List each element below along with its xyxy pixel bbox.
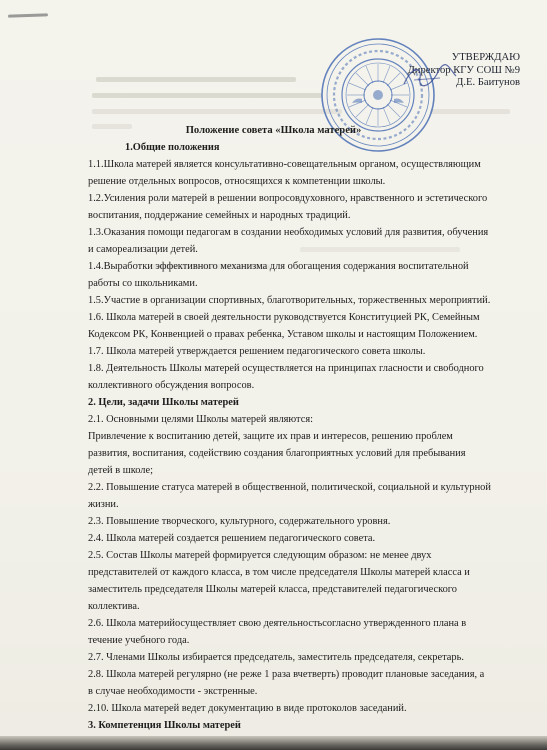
- paragraph-1-5: 1.5.Участие в организации спортивных, благотворительных, торжественных мероприятий.: [88, 295, 491, 306]
- paragraph-1-7: 1.7. Школа матерей утверждается решением педагогического совета школы.: [88, 346, 426, 357]
- paragraph-2-4: 2.4. Школа матерей создается решением педагогического совета.: [88, 533, 376, 544]
- paragraph-2-8-line-2: в случае необходимости - экстренные.: [88, 686, 258, 697]
- scan-scratch-mark: [8, 13, 48, 17]
- paragraph-1-8-line-1: 1.8. Деятельность Школы матерей осуществляется на принципах гласности и свободного: [88, 363, 484, 374]
- paragraph-1-1-line-2: решение отдельных вопросов, относящихся к компетенции школы.: [88, 176, 386, 187]
- paragraph-2-6-line-1: 2.6. Школа материйосуществляет свою деятельностьсогласно утвержденного плана в: [88, 618, 467, 629]
- paragraph-2-8-line-1: 2.8. Школа матерей регулярно (не реже 1 раза вчетверть) проводит плановые заседания, а: [88, 669, 485, 680]
- scan-bottom-edge: [0, 736, 547, 750]
- paragraph-2-2-line-1: 2.2. Повышение статуса матерей в общественной, политической, социальной и культурной: [88, 482, 491, 493]
- paragraph-2-1-line-3: развития, воспитания, содействию создания благоприятных условий для пребывания: [88, 448, 466, 459]
- document-title: Положение совета «Школа матерей»: [185, 125, 362, 136]
- document-body: [88, 139, 528, 734]
- paragraph-2-5-line-4: коллектива.: [88, 601, 140, 612]
- paragraph-1-2-line-1: 1.2.Усиления роли матерей в решении вопросовдуховного, нравственного и эстетического: [88, 193, 488, 204]
- paragraph-2-6-line-2: течение учебного года.: [88, 635, 190, 646]
- approval-heading: УТВЕРЖДАЮ: [451, 52, 520, 63]
- paragraph-2-10: 2.10. Школа матерей ведет документацию в виде протоколов заседаний.: [88, 703, 407, 714]
- paragraph-2-5-line-1: 2.5. Состав Школы матерей формируется следующим образом: не менее двух: [88, 550, 432, 561]
- approval-name: Д.Е. Баитунов: [456, 77, 520, 88]
- paragraph-2-1-line-4: детей в школе;: [88, 465, 153, 476]
- paragraph-2-1-line-2: Привлечение к воспитанию детей, защите их прав и интересов, решению проблем: [88, 431, 453, 442]
- paragraph-2-5-line-3: заместитель председателя Школы матерей класса, представителей педагогического: [88, 584, 457, 595]
- paragraph-1-6-line-1: 1.6. Школа матерей в своей деятельности руководствуется Конституцией РК, Семейным: [88, 312, 480, 323]
- section-3-heading: 3. Компетенция Школы матерей: [88, 720, 241, 731]
- paragraph-1-2-line-2: воспитания, поддержание семейных и народных традиций.: [88, 210, 351, 221]
- paragraph-2-3: 2.3. Повышение творческого, культурного, содержательного уровня.: [88, 516, 391, 527]
- paragraph-1-3-line-2: и самореализации детей.: [88, 244, 198, 255]
- paragraph-1-1-line-1: 1.1.Школа матерей является консультативно-совещательным органом, осуществляющим: [88, 159, 481, 170]
- approval-position: Директор КГУ СОШ №9: [407, 64, 520, 76]
- section-1-heading: 1.Общие положения: [125, 142, 220, 153]
- paragraph-2-1-line-1: 2.1. Основными целями Школы матерей являются:: [88, 414, 313, 425]
- paragraph-1-3-line-1: 1.3.Оказания помощи педагогам в создании необходимых условий для развития, обучения: [88, 227, 489, 238]
- paragraph-1-8-line-2: коллективного обсуждения вопросов.: [88, 380, 255, 391]
- paragraph-2-7: 2.7. Членами Школы избирается председатель, заместитель председателя, секретарь.: [88, 652, 464, 663]
- paragraph-2-5-line-2: представителей от каждого класса, в том числе председателя Школы матерей класса и: [88, 567, 470, 578]
- paragraph-2-2-line-2: жизни.: [88, 499, 119, 510]
- handwritten-signature-icon: [400, 62, 460, 92]
- section-2-heading: 2. Цели, задачи Школы матерей: [88, 397, 239, 408]
- paragraph-1-4-line-1: 1.4.Выработки эффективного механизма для обогащения содержания воспитательной: [88, 261, 469, 272]
- paragraph-1-6-line-2: Кодексом РК, Конвенцией о правах ребенка, Уставом школы и настоящим Положением.: [88, 329, 478, 340]
- paragraph-1-4-line-2: работы со школьниками.: [88, 278, 198, 289]
